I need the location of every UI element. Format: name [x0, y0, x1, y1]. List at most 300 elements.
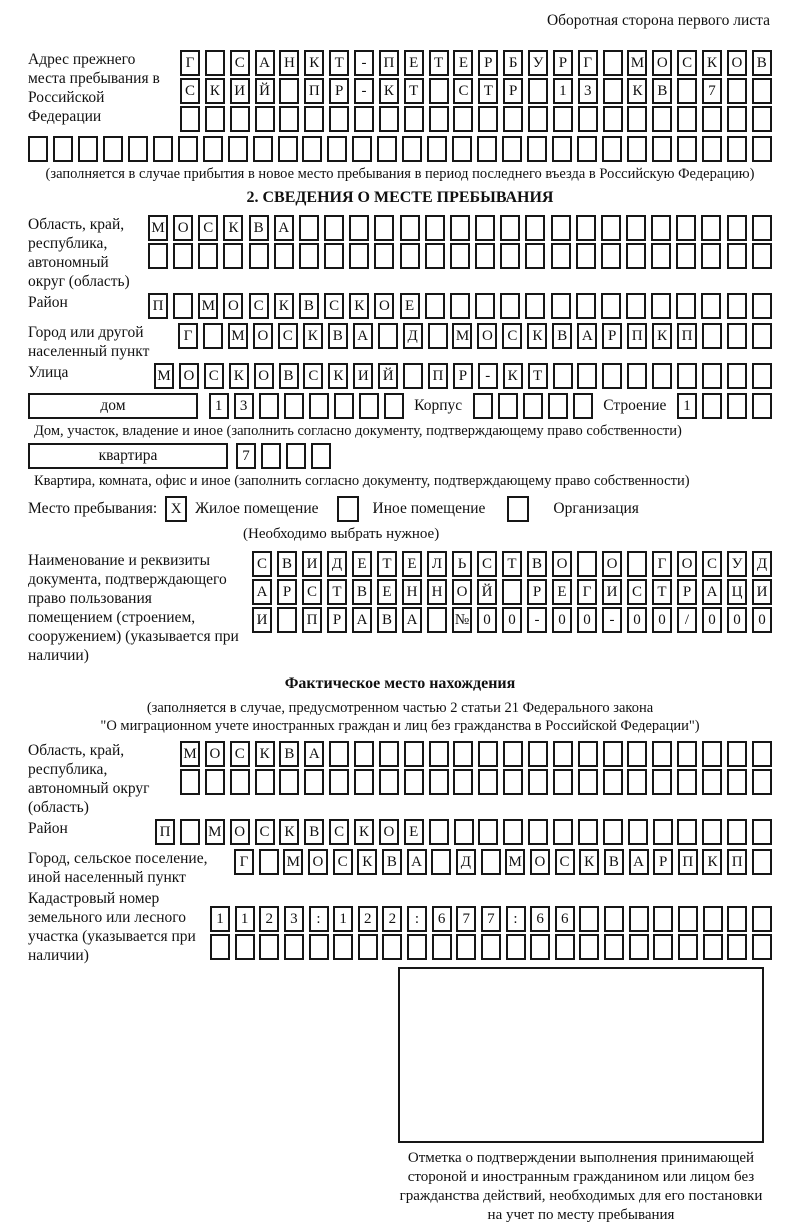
char-box[interactable]	[551, 293, 571, 319]
char-box[interactable]: О	[552, 551, 572, 577]
char-box[interactable]: С	[303, 363, 323, 389]
char-box[interactable]	[653, 819, 673, 845]
char-box[interactable]: К	[223, 215, 243, 241]
char-box[interactable]: С	[453, 78, 473, 104]
char-box[interactable]: 6	[530, 906, 550, 932]
char-box[interactable]: 3	[578, 78, 598, 104]
char-box[interactable]: Т	[502, 551, 522, 577]
char-box[interactable]	[333, 934, 353, 960]
char-box[interactable]: С	[555, 849, 575, 875]
char-box[interactable]	[626, 293, 646, 319]
char-box[interactable]	[752, 906, 772, 932]
char-box[interactable]: У	[528, 50, 548, 76]
char-box[interactable]	[573, 393, 593, 419]
checkbox-organization[interactable]	[507, 496, 529, 522]
char-box[interactable]	[259, 393, 279, 419]
char-box[interactable]: Д	[403, 323, 423, 349]
char-box[interactable]	[525, 215, 545, 241]
char-box[interactable]	[629, 934, 649, 960]
char-box[interactable]: А	[629, 849, 649, 875]
char-box[interactable]: 1	[210, 906, 230, 932]
char-box[interactable]	[309, 934, 329, 960]
char-box[interactable]: С	[252, 551, 272, 577]
char-box[interactable]: О	[205, 741, 225, 767]
char-box[interactable]: К	[349, 293, 369, 319]
char-box[interactable]	[349, 243, 369, 269]
char-box[interactable]	[702, 769, 722, 795]
char-box[interactable]: 0	[477, 607, 497, 633]
char-box[interactable]	[548, 393, 568, 419]
checkbox-other-premises[interactable]	[337, 496, 359, 522]
char-box[interactable]: К	[304, 50, 324, 76]
char-box[interactable]: О	[374, 293, 394, 319]
char-box[interactable]	[477, 136, 497, 162]
char-box[interactable]: 6	[555, 906, 575, 932]
char-box[interactable]	[727, 323, 747, 349]
char-box[interactable]: 7	[481, 906, 501, 932]
char-box[interactable]	[384, 393, 404, 419]
char-box[interactable]	[223, 243, 243, 269]
char-box[interactable]	[701, 243, 721, 269]
char-box[interactable]	[752, 293, 772, 319]
char-box[interactable]	[253, 136, 273, 162]
char-box[interactable]: 2	[382, 906, 402, 932]
char-box[interactable]: О	[452, 579, 472, 605]
char-box[interactable]: С	[333, 849, 353, 875]
char-box[interactable]	[302, 136, 322, 162]
char-box[interactable]: 1	[553, 78, 573, 104]
char-box[interactable]	[503, 106, 523, 132]
char-box[interactable]: И	[602, 579, 622, 605]
char-box[interactable]	[475, 243, 495, 269]
char-box[interactable]	[354, 741, 374, 767]
char-box[interactable]: Г	[578, 50, 598, 76]
char-box[interactable]	[752, 934, 772, 960]
char-box[interactable]: 3	[284, 906, 304, 932]
char-box[interactable]	[551, 215, 571, 241]
char-box[interactable]	[752, 136, 772, 162]
char-box[interactable]	[626, 215, 646, 241]
char-box[interactable]: В	[328, 323, 348, 349]
char-box[interactable]	[377, 136, 397, 162]
char-box[interactable]: М	[505, 849, 525, 875]
char-box[interactable]: Р	[327, 607, 347, 633]
char-box[interactable]	[429, 819, 449, 845]
char-box[interactable]	[304, 769, 324, 795]
char-box[interactable]: А	[402, 607, 422, 633]
char-box[interactable]	[628, 819, 648, 845]
char-box[interactable]: В	[604, 849, 624, 875]
char-box[interactable]	[527, 136, 547, 162]
char-box[interactable]: -	[354, 78, 374, 104]
char-box[interactable]: Н	[402, 579, 422, 605]
char-box[interactable]: Г	[577, 579, 597, 605]
char-box[interactable]	[702, 136, 722, 162]
char-box[interactable]: В	[279, 363, 299, 389]
char-box[interactable]	[603, 741, 623, 767]
char-box[interactable]: 1	[677, 393, 697, 419]
char-box[interactable]	[727, 819, 747, 845]
char-box[interactable]	[752, 393, 772, 419]
char-box[interactable]	[528, 819, 548, 845]
char-box[interactable]	[579, 934, 599, 960]
char-box[interactable]	[259, 934, 279, 960]
char-box[interactable]	[578, 741, 598, 767]
char-box[interactable]	[453, 769, 473, 795]
char-box[interactable]	[349, 215, 369, 241]
char-box[interactable]: Е	[402, 551, 422, 577]
char-box[interactable]: Р	[277, 579, 297, 605]
char-box[interactable]: С	[627, 579, 647, 605]
char-box[interactable]	[702, 323, 722, 349]
char-box[interactable]	[173, 293, 193, 319]
char-box[interactable]	[627, 136, 647, 162]
char-box[interactable]: 6	[432, 906, 452, 932]
char-box[interactable]	[702, 106, 722, 132]
char-box[interactable]: П	[428, 363, 448, 389]
char-box[interactable]: А	[274, 215, 294, 241]
char-box[interactable]	[230, 769, 250, 795]
char-box[interactable]	[525, 293, 545, 319]
char-box[interactable]	[203, 323, 223, 349]
char-box[interactable]: С	[278, 323, 298, 349]
char-box[interactable]	[702, 363, 722, 389]
char-box[interactable]: 0	[652, 607, 672, 633]
char-box[interactable]	[456, 934, 476, 960]
char-box[interactable]	[752, 849, 772, 875]
char-box[interactable]: В	[752, 50, 772, 76]
char-box[interactable]	[500, 243, 520, 269]
char-box[interactable]	[299, 243, 319, 269]
char-box[interactable]	[603, 106, 623, 132]
char-box[interactable]: Е	[352, 551, 372, 577]
char-box[interactable]: О	[602, 551, 622, 577]
char-box[interactable]	[378, 323, 398, 349]
char-box[interactable]: Р	[527, 579, 547, 605]
char-box[interactable]	[374, 215, 394, 241]
char-box[interactable]: М	[180, 741, 200, 767]
char-box[interactable]	[309, 393, 329, 419]
char-box[interactable]: И	[752, 579, 772, 605]
char-box[interactable]	[249, 243, 269, 269]
char-box[interactable]	[478, 819, 498, 845]
char-box[interactable]: А	[353, 323, 373, 349]
char-box[interactable]	[727, 393, 747, 419]
char-box[interactable]	[402, 136, 422, 162]
char-box[interactable]	[205, 50, 225, 76]
char-box[interactable]: С	[230, 741, 250, 767]
char-box[interactable]: К	[303, 323, 323, 349]
char-box[interactable]	[578, 106, 598, 132]
char-box[interactable]: М	[452, 323, 472, 349]
char-box[interactable]: О	[477, 323, 497, 349]
char-box[interactable]: О	[677, 551, 697, 577]
char-box[interactable]: 0	[627, 607, 647, 633]
char-box[interactable]	[404, 106, 424, 132]
char-box[interactable]	[677, 819, 697, 845]
char-box[interactable]: С	[329, 819, 349, 845]
char-box[interactable]	[578, 769, 598, 795]
char-box[interactable]	[727, 741, 747, 767]
char-box[interactable]: К	[274, 293, 294, 319]
char-box[interactable]: О	[530, 849, 550, 875]
char-box[interactable]	[279, 106, 299, 132]
char-box[interactable]	[502, 579, 522, 605]
char-box[interactable]: М	[148, 215, 168, 241]
char-box[interactable]: 7	[236, 443, 256, 469]
char-box[interactable]	[205, 769, 225, 795]
char-box[interactable]: Р	[653, 849, 673, 875]
char-box[interactable]	[453, 106, 473, 132]
char-box[interactable]	[429, 106, 449, 132]
char-box[interactable]	[652, 106, 672, 132]
char-box[interactable]: В	[249, 215, 269, 241]
char-box[interactable]: А	[352, 607, 372, 633]
char-box[interactable]: П	[627, 323, 647, 349]
char-box[interactable]	[530, 934, 550, 960]
char-box[interactable]	[329, 741, 349, 767]
char-box[interactable]	[407, 934, 427, 960]
char-box[interactable]: С	[198, 215, 218, 241]
char-box[interactable]: Д	[456, 849, 476, 875]
char-box[interactable]	[259, 849, 279, 875]
char-box[interactable]	[627, 769, 647, 795]
char-box[interactable]	[752, 215, 772, 241]
char-box[interactable]: С	[249, 293, 269, 319]
char-box[interactable]: Е	[400, 293, 420, 319]
char-box[interactable]: Г	[178, 323, 198, 349]
char-box[interactable]	[727, 78, 747, 104]
char-box[interactable]: С	[230, 50, 250, 76]
char-box[interactable]	[525, 243, 545, 269]
char-box[interactable]	[284, 393, 304, 419]
char-box[interactable]	[429, 769, 449, 795]
char-box[interactable]: -	[478, 363, 498, 389]
char-box[interactable]	[103, 136, 123, 162]
char-box[interactable]: К	[229, 363, 249, 389]
char-box[interactable]: С	[180, 78, 200, 104]
char-box[interactable]: В	[304, 819, 324, 845]
char-box[interactable]	[627, 363, 647, 389]
char-box[interactable]: М	[283, 849, 303, 875]
char-box[interactable]	[677, 78, 697, 104]
char-box[interactable]	[677, 106, 697, 132]
char-box[interactable]	[379, 741, 399, 767]
char-box[interactable]: К	[627, 78, 647, 104]
char-box[interactable]: 7	[456, 906, 476, 932]
char-box[interactable]	[702, 393, 722, 419]
char-box[interactable]	[602, 136, 622, 162]
char-box[interactable]	[677, 769, 697, 795]
char-box[interactable]	[752, 769, 772, 795]
char-box[interactable]: К	[354, 819, 374, 845]
char-box[interactable]: И	[252, 607, 272, 633]
char-box[interactable]	[578, 819, 598, 845]
char-box[interactable]	[653, 906, 673, 932]
char-box[interactable]	[626, 243, 646, 269]
char-box[interactable]	[651, 243, 671, 269]
char-box[interactable]	[752, 323, 772, 349]
char-box[interactable]	[128, 136, 148, 162]
char-box[interactable]	[702, 741, 722, 767]
char-box[interactable]	[503, 741, 523, 767]
char-box[interactable]	[473, 393, 493, 419]
char-box[interactable]: Т	[478, 78, 498, 104]
char-box[interactable]	[601, 293, 621, 319]
char-box[interactable]	[727, 215, 747, 241]
char-box[interactable]: К	[279, 819, 299, 845]
char-box[interactable]	[148, 243, 168, 269]
char-box[interactable]	[603, 769, 623, 795]
char-box[interactable]	[324, 215, 344, 241]
char-box[interactable]	[279, 78, 299, 104]
char-box[interactable]	[255, 106, 275, 132]
char-box[interactable]: О	[652, 50, 672, 76]
char-box[interactable]	[727, 769, 747, 795]
char-box[interactable]	[727, 906, 747, 932]
char-box[interactable]: Н	[427, 579, 447, 605]
char-box[interactable]	[603, 50, 623, 76]
char-box[interactable]	[652, 741, 672, 767]
char-box[interactable]	[602, 363, 622, 389]
char-box[interactable]: Е	[404, 819, 424, 845]
char-box[interactable]: Р	[329, 78, 349, 104]
char-box[interactable]	[354, 106, 374, 132]
char-box[interactable]: Д	[752, 551, 772, 577]
char-box[interactable]: К	[328, 363, 348, 389]
char-box[interactable]: У	[727, 551, 747, 577]
char-box[interactable]: Г	[652, 551, 672, 577]
char-box[interactable]: О	[308, 849, 328, 875]
char-box[interactable]	[427, 136, 447, 162]
char-box[interactable]	[601, 243, 621, 269]
char-box[interactable]	[528, 741, 548, 767]
char-box[interactable]: В	[652, 78, 672, 104]
char-box[interactable]	[284, 934, 304, 960]
char-box[interactable]: Й	[477, 579, 497, 605]
char-box[interactable]	[404, 769, 424, 795]
char-box[interactable]: 3	[234, 393, 254, 419]
char-box[interactable]	[752, 106, 772, 132]
char-box[interactable]: С	[204, 363, 224, 389]
char-box[interactable]	[205, 106, 225, 132]
char-box[interactable]	[603, 819, 623, 845]
char-box[interactable]: 7	[702, 78, 722, 104]
char-box[interactable]: П	[677, 323, 697, 349]
char-box[interactable]: П	[155, 819, 175, 845]
char-box[interactable]	[450, 215, 470, 241]
char-box[interactable]	[752, 243, 772, 269]
char-box[interactable]	[576, 243, 596, 269]
char-box[interactable]: Г	[234, 849, 254, 875]
char-box[interactable]	[228, 136, 248, 162]
char-box[interactable]: О	[379, 819, 399, 845]
char-box[interactable]	[230, 106, 250, 132]
char-box[interactable]: Р	[677, 579, 697, 605]
checkbox-residential[interactable]: X	[165, 496, 187, 522]
char-box[interactable]	[727, 243, 747, 269]
char-box[interactable]: В	[279, 741, 299, 767]
char-box[interactable]	[498, 393, 518, 419]
char-box[interactable]	[235, 934, 255, 960]
char-box[interactable]: К	[579, 849, 599, 875]
char-box[interactable]: Т	[327, 579, 347, 605]
char-box[interactable]	[502, 136, 522, 162]
char-box[interactable]	[576, 293, 596, 319]
char-box[interactable]	[652, 769, 672, 795]
char-box[interactable]	[553, 819, 573, 845]
char-box[interactable]	[354, 769, 374, 795]
char-box[interactable]	[577, 363, 597, 389]
char-box[interactable]	[481, 934, 501, 960]
char-box[interactable]: К	[379, 78, 399, 104]
char-box[interactable]	[503, 769, 523, 795]
char-box[interactable]	[651, 215, 671, 241]
char-box[interactable]	[432, 934, 452, 960]
char-box[interactable]: Ь	[452, 551, 472, 577]
char-box[interactable]	[379, 769, 399, 795]
char-box[interactable]	[727, 934, 747, 960]
char-box[interactable]: П	[727, 849, 747, 875]
char-box[interactable]	[627, 551, 647, 577]
char-box[interactable]: 0	[502, 607, 522, 633]
char-box[interactable]	[528, 78, 548, 104]
char-box[interactable]: 0	[577, 607, 597, 633]
char-box[interactable]: С	[324, 293, 344, 319]
char-box[interactable]	[210, 934, 230, 960]
char-box[interactable]	[676, 215, 696, 241]
char-box[interactable]	[28, 136, 48, 162]
char-box[interactable]: Ц	[727, 579, 747, 605]
char-box[interactable]	[261, 443, 281, 469]
char-box[interactable]	[379, 106, 399, 132]
char-box[interactable]	[727, 363, 747, 389]
char-box[interactable]: П	[379, 50, 399, 76]
char-box[interactable]	[701, 215, 721, 241]
char-box[interactable]: Б	[503, 50, 523, 76]
char-box[interactable]	[352, 136, 372, 162]
char-box[interactable]	[311, 443, 331, 469]
char-box[interactable]	[503, 819, 523, 845]
char-box[interactable]: С	[502, 323, 522, 349]
char-box[interactable]	[329, 106, 349, 132]
char-box[interactable]: П	[302, 607, 322, 633]
char-box[interactable]	[475, 215, 495, 241]
char-box[interactable]	[604, 906, 624, 932]
char-box[interactable]: К	[652, 323, 672, 349]
char-box[interactable]: -	[602, 607, 622, 633]
char-box[interactable]: Н	[279, 50, 299, 76]
char-box[interactable]: А	[577, 323, 597, 349]
char-box[interactable]	[553, 106, 573, 132]
char-box[interactable]: К	[357, 849, 377, 875]
char-box[interactable]	[652, 363, 672, 389]
char-box[interactable]	[579, 906, 599, 932]
char-box[interactable]	[324, 243, 344, 269]
char-box[interactable]: 1	[209, 393, 229, 419]
char-box[interactable]: П	[304, 78, 324, 104]
char-box[interactable]: С	[255, 819, 275, 845]
char-box[interactable]: С	[302, 579, 322, 605]
char-box[interactable]: И	[230, 78, 250, 104]
char-box[interactable]: 0	[552, 607, 572, 633]
char-box[interactable]	[425, 243, 445, 269]
char-box[interactable]: А	[255, 50, 275, 76]
char-box[interactable]	[304, 106, 324, 132]
char-box[interactable]: О	[253, 323, 273, 349]
char-box[interactable]: 1	[333, 906, 353, 932]
char-box[interactable]	[553, 769, 573, 795]
